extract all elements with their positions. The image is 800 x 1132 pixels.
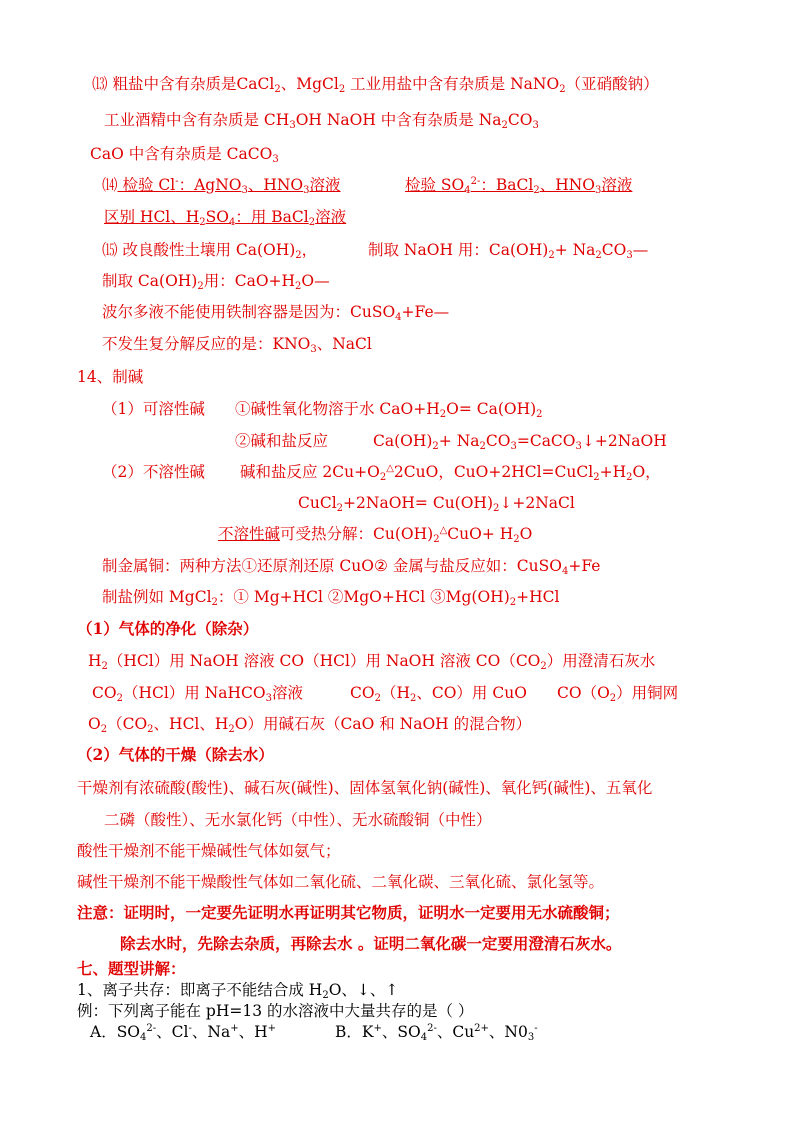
insoluble-line1: 碱和盐反应 $2Cu+O_2^\triangle 2CuO$，$CuO+2HCl=CuCl_2+H_2O$，: [240, 463, 661, 483]
line-15-caoh2: 制取 $Ca(OH)_2$用：$CaO+H_2O—$: [102, 272, 330, 292]
line-13-alcohol: 工业酒精中含有杂质是 $CH_3OH$ NaOH 中含有杂质是 $Na_2CO_3$: [104, 111, 539, 131]
purify-line2-b: $CO_2(H_2$、CO）用 CuO: [350, 684, 527, 704]
insoluble-line3: 不溶性碱可受热分解：$Cu(OH)_2^\triangle CuO+ H_2O$: [218, 525, 533, 545]
exercise-line1: 1、离子共存：即离子不能结合成 $H_2O$、↓、↑: [77, 981, 399, 1001]
insoluble-line2: CuCl$_2$+2NaOH= $Cu(OH)_2↓+2NaCl$: [298, 494, 575, 514]
salt-line: 制盐例如 MgCl$_2$：① Mg+HCl ②MgO+HCl $③Mg(OH)_2+HCl$: [102, 588, 560, 608]
line-14-tests: ⒁ 检验 Cl-：AgNO$_3$、$HNO_3$溶液: [102, 176, 341, 196]
line-15-no-reaction: 不发生复分解反应的是：$KNO_3$、NaCl: [102, 335, 372, 355]
line-15-soil: ⒂ 改良酸性土壤用 $Ca(OH)_2$，: [102, 241, 318, 261]
soluble-line2-equation: $Ca(OH)_2+$ $Na_2CO_3=CaCO_3↓+2NaOH$: [373, 432, 667, 452]
option-a: A．$SO_4^{2-}$、Cl-、Na+、H+: [90, 1023, 276, 1043]
dry-line4: 碱性干燥剂不能干燥酸性气体如二氧化硫、二氧化碳、三氧化硫、氯化氢等。: [77, 873, 605, 891]
line-13-cao: CaO 中含有杂质是 CaCO$_3$: [90, 145, 279, 165]
line-13-impurities: ⒀ 粗盐中含有杂质是CaCl$_2$、MgCl$_2$ 工业用盐中含有杂质是 NaNO$_2$（亚硝酸钠）: [92, 75, 659, 95]
dry-line1: 干燥剂有浓硫酸(酸性)、碱石灰(碱性)、固体氢氧化钠(碱性)、氧化钙(碱性)、五氧化: [77, 779, 653, 797]
purify-line3: $O_2(CO_2$、HCl、$H_2O$）用碱石灰（CaO 和 NaOH 的混合物）: [88, 715, 532, 735]
option-b: B．K+、$SO_4^{2-}$、$Cu^{2+}$、$N0_3^-$: [335, 1023, 538, 1043]
note-line2: 除去水时，先除去杂质，再除去水 。证明二氧化碳一定要用澄清石灰水。: [120, 934, 622, 953]
line-14-distinguish: 区别 HCl、$H_2SO_4$：用 BaCl$_2$溶液: [104, 208, 347, 228]
purify-heading: （1）气体的净化（除杂）: [77, 619, 259, 638]
purify-line2-c: $CO(O_2)$用铜网: [557, 684, 679, 704]
purify-line1: $H_2(HCl)$用 NaOH 溶液 CO（HCl）用 NaOH 溶液 $CO(CO_2)$用澄清石灰水: [88, 652, 656, 672]
exercise-heading: 七、题型讲解：: [77, 959, 186, 978]
line-14-test-sulfate: 检验 $SO_4^{2-}$：BaCl$_2$、$HNO_3$溶液: [405, 176, 633, 196]
dry-line3: 酸性干燥剂不能干燥碱性气体如氨气；: [77, 842, 341, 860]
soluble-label: （1）可溶性碱: [102, 400, 205, 418]
line-15-naoh: 制取 NaOH 用：$Ca(OH)_2+$ $Na_2CO_3—$: [368, 241, 649, 261]
soluble-line2-label: ②碱和盐反应: [235, 432, 329, 450]
purify-line2-a: $CO_2(HCl)$用 NaHCO$_3$溶液: [92, 684, 303, 704]
insoluble-label: （2）不溶性碱: [102, 463, 205, 481]
line-15-bordeaux: 波尔多液不能使用铁制容器是因为：CuSO$_4$+Fe—: [102, 303, 450, 323]
soluble-line1: ①碱性氧化物溶于水 $CaO+H_2O= Ca(OH)_2$: [235, 400, 543, 420]
exercise-question: 例：下列离子能在 pH=13 的水溶液中大量共存的是（ ）: [77, 1002, 474, 1020]
alkali-heading: 14、制碱: [77, 368, 144, 386]
dry-heading: （2）气体的干燥（除去水）: [77, 745, 274, 764]
note-line1: 注意：证明时，一定要先证明水再证明其它物质，证明水一定要用无水硫酸铜；: [77, 903, 620, 922]
dry-line2: 二磷（酸性）、无水氯化钙（中性）、无水硫酸铜（中性）: [104, 811, 492, 829]
copper-line: 制金属铜：两种方法①还原剂还原 CuO② 金属与盐反应如：CuSO$_4$+Fe: [102, 557, 601, 577]
